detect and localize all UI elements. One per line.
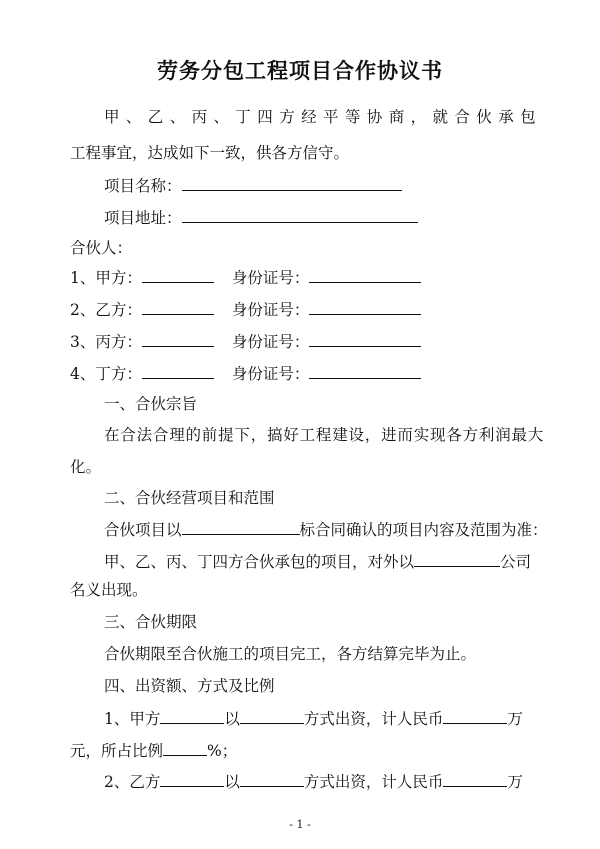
section-4-text: 以 [224,773,240,791]
section-4-text: 方式出资，计人民币 [303,710,444,728]
section-1-line-2: 化。 [70,458,102,476]
partner-row [70,298,421,320]
section-4-text: %； [207,742,238,760]
section-4-item-1 [104,707,523,729]
section-4-item-2 [104,770,523,792]
id-number-blank [309,298,421,315]
partners-label: 合伙人： [70,239,133,257]
partner-name-blank [142,330,214,347]
section-2-heading: 二、合伙经营项目和范围 [104,489,275,507]
partner-name-blank [142,266,214,283]
project-name-row [104,174,402,196]
section-2-text: 合伙项目以 [104,521,182,539]
partner-label: 1、甲方： [70,269,142,287]
section-3-line-1: 合伙期限至合伙施工的项目完工，各方结算完毕为止。 [104,645,477,663]
section-4-heading: 四、出资额、方式及比例 [104,677,275,695]
id-label: 身份证号： [231,365,310,383]
partner-row [70,362,421,384]
partner-name-blank [142,362,214,379]
partner-label: 4、丁方： [70,365,142,383]
project-address-row [104,206,418,228]
section-4-item-1-line-2 [70,739,237,761]
project-name-label: 项目名称： [104,177,182,195]
intro-line-1: 甲、乙、丙、丁四方经平等协商，就合伙承包 [104,108,543,126]
partner-label: 2、乙方： [70,301,142,319]
tender-blank [182,518,300,535]
project-name-blank [182,174,402,191]
section-2-text: 甲、乙、丙、丁四方合伙承包的项目，对外以 [104,553,415,571]
section-4-text: 万 [507,773,523,791]
section-4-text: 2、乙方 [104,773,161,791]
id-number-blank [309,362,421,379]
amount-blank [160,770,224,787]
section-4-text: 万 [507,710,523,728]
intro-line-2: 工程事宜，达成如下一致，供各方信守。 [70,144,350,162]
section-2-text: 公司 [500,553,532,571]
section-2-text: 标合同确认的项目内容及范围为准： [299,521,548,539]
project-address-blank [182,206,418,223]
id-number-blank [309,266,421,283]
id-label: 身份证号： [231,301,310,319]
method-blank [240,770,304,787]
section-4-text: 以 [224,710,240,728]
page-number: - 1 - [289,818,311,831]
section-4-text: 方式出资，计人民币 [303,773,444,791]
ratio-blank [163,739,207,756]
section-4-text: 元，所占比例 [70,742,164,760]
section-4-text: 1、甲方 [104,710,161,728]
rmb-blank [443,707,507,724]
section-1-line-1: 在合法合理的前提下，搞好工程建设，进而实现各方利润最大 [104,426,545,444]
partner-row [70,266,421,288]
amount-blank [160,707,224,724]
id-label: 身份证号： [231,333,310,351]
id-label: 身份证号： [231,269,310,287]
section-3-heading: 三、合伙期限 [104,613,198,631]
section-2-line-3: 名义出现。 [70,581,148,599]
id-number-blank [309,330,421,347]
method-blank [240,707,304,724]
section-1-heading: 一、合伙宗旨 [104,395,198,413]
partner-label: 3、丙方： [70,333,142,351]
section-2-line-1 [104,518,548,540]
section-2-line-2 [104,550,531,572]
document-title: 劳务分包工程项目合作协议书 [157,58,443,83]
company-blank [414,550,500,567]
project-address-label: 项目地址： [104,209,182,227]
rmb-blank [443,770,507,787]
partner-name-blank [142,298,214,315]
partner-row [70,330,421,352]
